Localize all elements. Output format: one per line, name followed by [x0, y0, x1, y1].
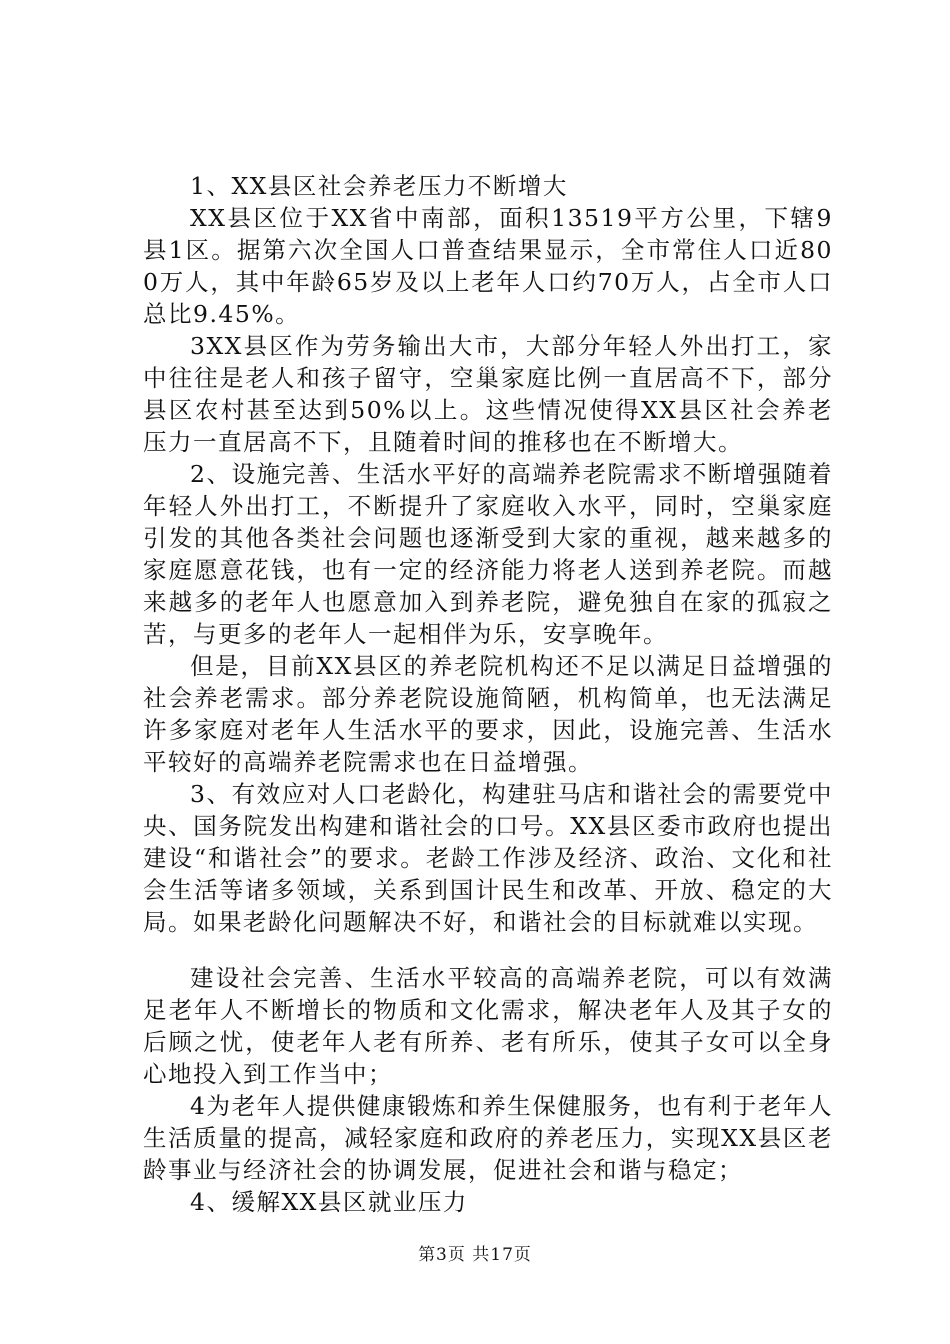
- document-body: [143, 170, 833, 1218]
- paragraph-gap: [143, 938, 833, 962]
- paragraph-high-end-demand: 2、设施完善、生活水平好的高端养老院需求不断增强随着年轻人外出打工，不断提升了家庭收入水平，同时，空巢家庭引发的其他各类社会问题也逐渐受到大家的重视，越来越多的家庭愿意花钱，也有一定的经济能力将老人送到养老院。而越来越多的老年人也愿意加入到养老院，避免独自在家的孤寂之苦，与更多的老年人一起相伴为乐，安享晚年。: [143, 460, 833, 648]
- paragraph-health-services: 4为老年人提供健康锻炼和养生保健服务，也有利于老年人生活质量的提高，减轻家庭和政府的养老压力，实现XX县区老龄事业与经济社会的协调发展，促进社会和谐与稳定；: [143, 1092, 833, 1184]
- paragraph-labor-export: 3XX县区作为劳务输出大市，大部分年轻人外出打工，家中往往是老人和孩子留守，空巢家庭比例一直居高不下，部分县区农村甚至达到50%以上。这些情况使得XX县区社会养老压力一直居高不下，且随着时间的推移也在不断增大。: [143, 332, 833, 456]
- paragraph-region-overview: XX县区位于XX省中南部，面积13519平方公里，下辖9县1区。据第六次全国人口普查结果显示，全市常住人口近800万人，其中年龄65岁及以上老年人口约70万人，占全市人口总比9.45%。: [143, 204, 833, 328]
- heading-employment-pressure: 4、缓解XX县区就业压力: [190, 1188, 468, 1216]
- paragraph-current-shortage: 但是，目前XX县区的养老院机构还不足以满足日益增强的社会养老需求。部分养老院设施简陋，机构简单，也无法满足许多家庭对老年人生活水平的要求，因此，设施完善、生活水平较好的高端养老院需求也在日益增强。: [143, 652, 833, 776]
- paragraph-meet-needs: 建设社会完善、生活水平较高的高端养老院，可以有效满足老年人不断增长的物质和文化需求，解决老年人及其子女的后顾之忧，使老年人老有所养、老有所乐，使其子女可以全身心地投入到工作当中；: [143, 964, 833, 1088]
- paragraph-harmonious-society: 3、有效应对人口老龄化，构建驻马店和谐社会的需要党中央、国务院发出构建和谐社会的口号。XX县区委市政府也提出建设“和谐社会”的要求。老龄工作涉及经济、政治、文化和社会生活等诸多领域，关系到国计民生和改革、开放、稳定的大局。如果老龄化问题解决不好，和谐社会的目标就难以实现。: [143, 780, 833, 936]
- page-number-footer: 第3页 共17页: [418, 1245, 532, 1265]
- heading-social-pressure: 1、XX县区社会养老压力不断增大: [190, 172, 568, 200]
